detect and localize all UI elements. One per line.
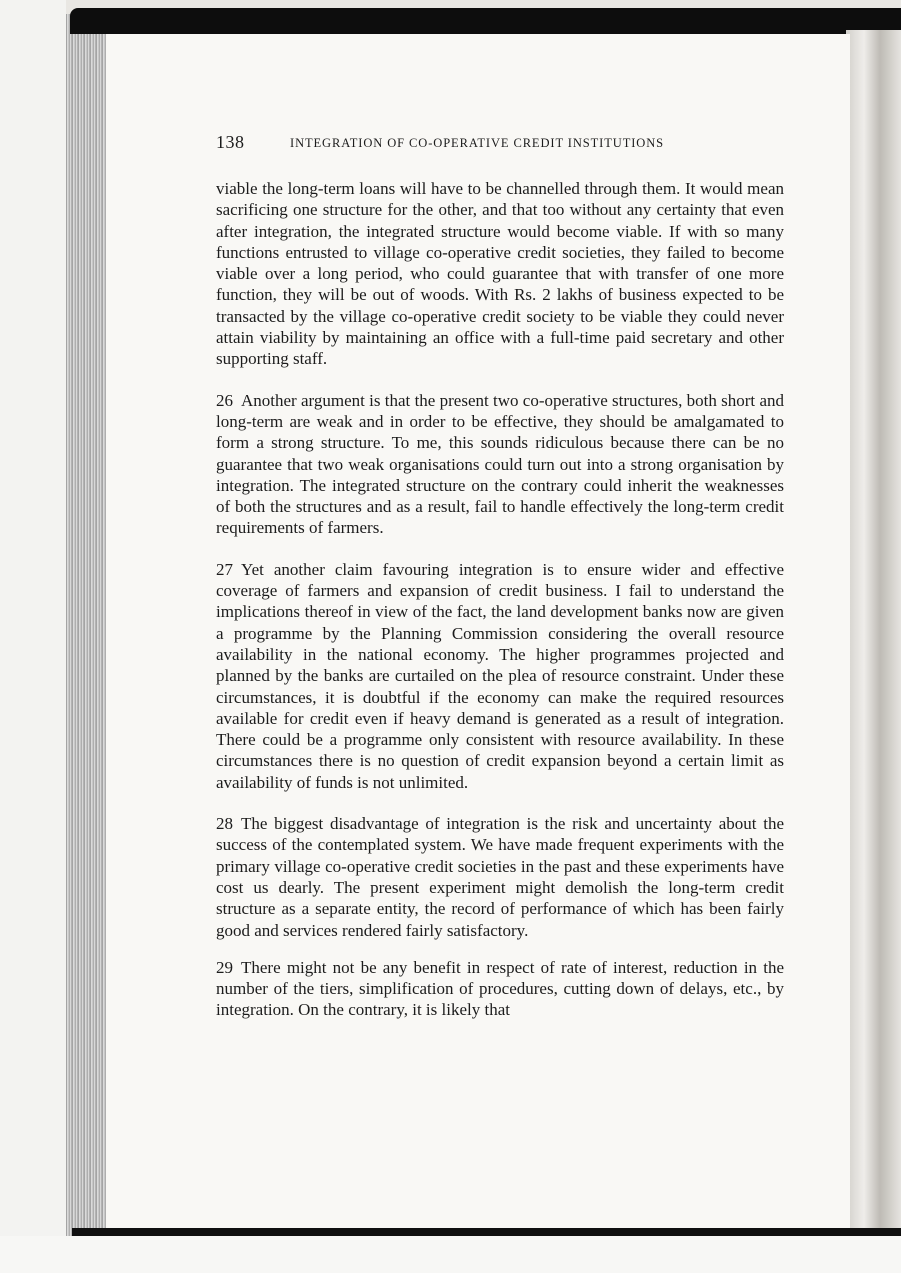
running-header: INTEGRATION OF CO-OPERATIVE CREDIT INSTITUTIONS bbox=[290, 136, 664, 150]
body-text bbox=[216, 178, 784, 1021]
paragraph-27 bbox=[216, 559, 784, 793]
paragraph-number: 26 bbox=[216, 390, 233, 410]
book-spine-edge bbox=[66, 14, 106, 1236]
scan-margin-bottom bbox=[0, 1236, 901, 1273]
paragraph-28 bbox=[216, 813, 784, 941]
scan-bottom-border bbox=[72, 1228, 901, 1236]
paragraph-text: viable the long-term loans will have to be channelled through them. It would mean sacrificing one structure for the other, and that too without any certainty that even after integration, the integrated structure would become viable. If with so many functions entrusted to village co-operative credit societies, they failed to become viable over a long period, who could guarantee that with transfer of one more function, they will be out of woods. With Rs. 2 lakhs of business expected to be transacted by the village co-operative credit society to be viable they could never attain viability by maintaining an office with a full-time paid secretary and other supporting staff. bbox=[216, 179, 784, 369]
paragraph-text: Another argument is that the present two co-operative structures, both short and long-term are weak and in order to be effective, they should be amalgamated to form a strong structure. To me, this sounds ridiculous because there can be no guarantee that two weak organisations could turn out into a strong organisation by integration. The integrated structure on the contrary could inherit the weaknesses of both the structures and as a result, fail to handle effectively the long-term credit requirements of farmers. bbox=[216, 390, 784, 538]
scan-top-border bbox=[70, 8, 901, 34]
paragraph-29 bbox=[216, 957, 784, 1021]
paragraph-text: There might not be any benefit in respect of rate of interest, reduction in the number of the tiers, simplification of procedures, cutting down of delays, etc., by integration. On the contrary, it is likely that bbox=[216, 957, 784, 1020]
paragraph-26 bbox=[216, 390, 784, 539]
paragraph-text: The biggest disadvantage of integration is the risk and uncertainty about the success of the contemplated system. We have made frequent experiments with the primary village co-operative credit societies in the past and these experiments have cost us dearly. The present experiment might demolish the long-term credit structure as a separate entity, the record of performance of which has been fairly good and services rendered fairly satisfactory. bbox=[216, 814, 784, 940]
paragraph-number: 28 bbox=[216, 814, 233, 834]
page-number: 138 bbox=[216, 132, 245, 152]
scan-margin-left bbox=[0, 0, 66, 1273]
paragraph-text: Yet another claim favouring integration is to ensure wider and effective coverage of farmers and expansion of credit business. I fail to understand the implications thereof in view of the fact, the land development banks now are given a programme by the Planning Commission considering the overall resource availability in the national economy. The higher programmes projected and planned by the banks are curtailed on the plea of resource constraint. Under these circumstances, it is doubtful if the economy can make the required resources available for credit even if heavy demand is generated as a result of integration. There could be a programme only consistent with resource availability. In these circumstances there is no question of credit expansion beyond a certain limit as availability of funds is not unlimited. bbox=[216, 559, 784, 792]
paragraph-number: 27 bbox=[216, 559, 233, 579]
page-stack-edge bbox=[846, 30, 901, 1240]
paragraph-number: 29 bbox=[216, 957, 233, 977]
paragraph-continued bbox=[216, 178, 784, 370]
